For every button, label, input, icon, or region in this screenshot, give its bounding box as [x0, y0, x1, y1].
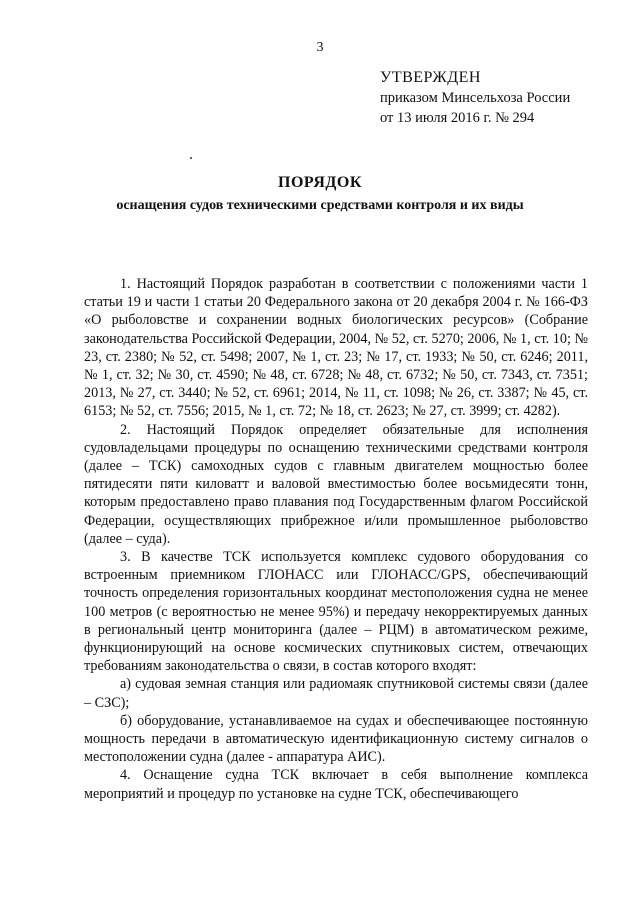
approval-title: УТВЕРЖДЕН — [380, 69, 481, 86]
paragraph-3a: а) судовая земная станция или радиомаяк спутниковой системы связи (далее – СЗС); — [84, 676, 588, 711]
paragraph-1: 1. Настоящий Порядок разработан в соответствии с положениями части 1 статьи 19 и части 1 статьи 20 Федерального закона от 20 декабря 2004 г. № 166-ФЗ «О рыболовстве и сохранении водных биологических ресурсов» (Собрание законодательства Российской Федерации, 2004, № 52, ст. 5270; 2006, № 1, ст. 10; № 23, ст. 2380; № 52, ст. 5498; 2007, № 1, ст. 23; № 17, ст. 1933; № 50, ст. 6246; 2011, № 1, ст. 32; № 30, ст. 4590; № 48, ст. 6728; № 48, ст. 6732; № 50, ст. 7343, ст. 7351; 2013, № 27, ст. 3440; № 52, ст. 6961; 2014, № 11, ст. 1098; № 26, ст. 3387; № 45, ст. 6153; № 52, ст. 7556; 2015, № 1, ст. 72; № 18, ст. 2623; № 27, ст. 3999; ст. 4282). — [84, 276, 588, 420]
approval-order-line: приказом Минсельхоза России — [380, 90, 571, 106]
scan-speck — [190, 157, 192, 159]
paragraph-3: 3. В качестве ТСК используется комплекс судового оборудования со встроенным приемником ГЛОНАСС или ГЛОНАСС/GPS, обеспечивающий точность определения горизонтальных координат местоположения судна не менее 100 метров (с вероятностью не менее 95%) и передачу некорректируемых данных в региональный центр мониторинга (далее – РЦМ) в автоматическом режиме, функционирующий на основе космических спутниковых систем, отвечающих требованиям законодательства о связи, в состав которого входят: — [84, 549, 588, 675]
page-number: 3 — [316, 40, 324, 55]
paragraph-4: 4. Оснащение судна ТСК включает в себя выполнение комплекса мероприятий и процедур по установке на судне ТСК, обеспечивающего — [84, 767, 588, 802]
approval-date-line: от 13 июля 2016 г. № 294 — [380, 110, 535, 126]
document-title: ПОРЯДОК — [278, 174, 362, 191]
document-subtitle: оснащения судов техническими средствами контроля и их виды — [116, 198, 524, 213]
document-title-block — [0, 174, 640, 214]
paragraph-3b: б) оборудование, устанавливаемое на судах и обеспечивающее постоянную мощность передачи в автоматическую идентификационную систему сигналов о местоположении судна (далее - аппаратура АИС). — [84, 712, 588, 766]
paragraph-2: 2. Настоящий Порядок определяет обязательные для исполнения судовладельцами процедуры по оснащению техническими средствами контроля (далее – ТСК) самоходных судов с главным двигателем мощностью более пятидесяти пяти киловатт и валовой вместимостью более восьмидесяти тонн, которым предоставлено право плавания под Государственным флагом Российской Федерации, осуществляющих прибрежное и/или промышленное рыболовство (далее – суда). — [84, 421, 588, 547]
document-body — [84, 275, 588, 803]
approval-stamp-block — [380, 68, 620, 128]
